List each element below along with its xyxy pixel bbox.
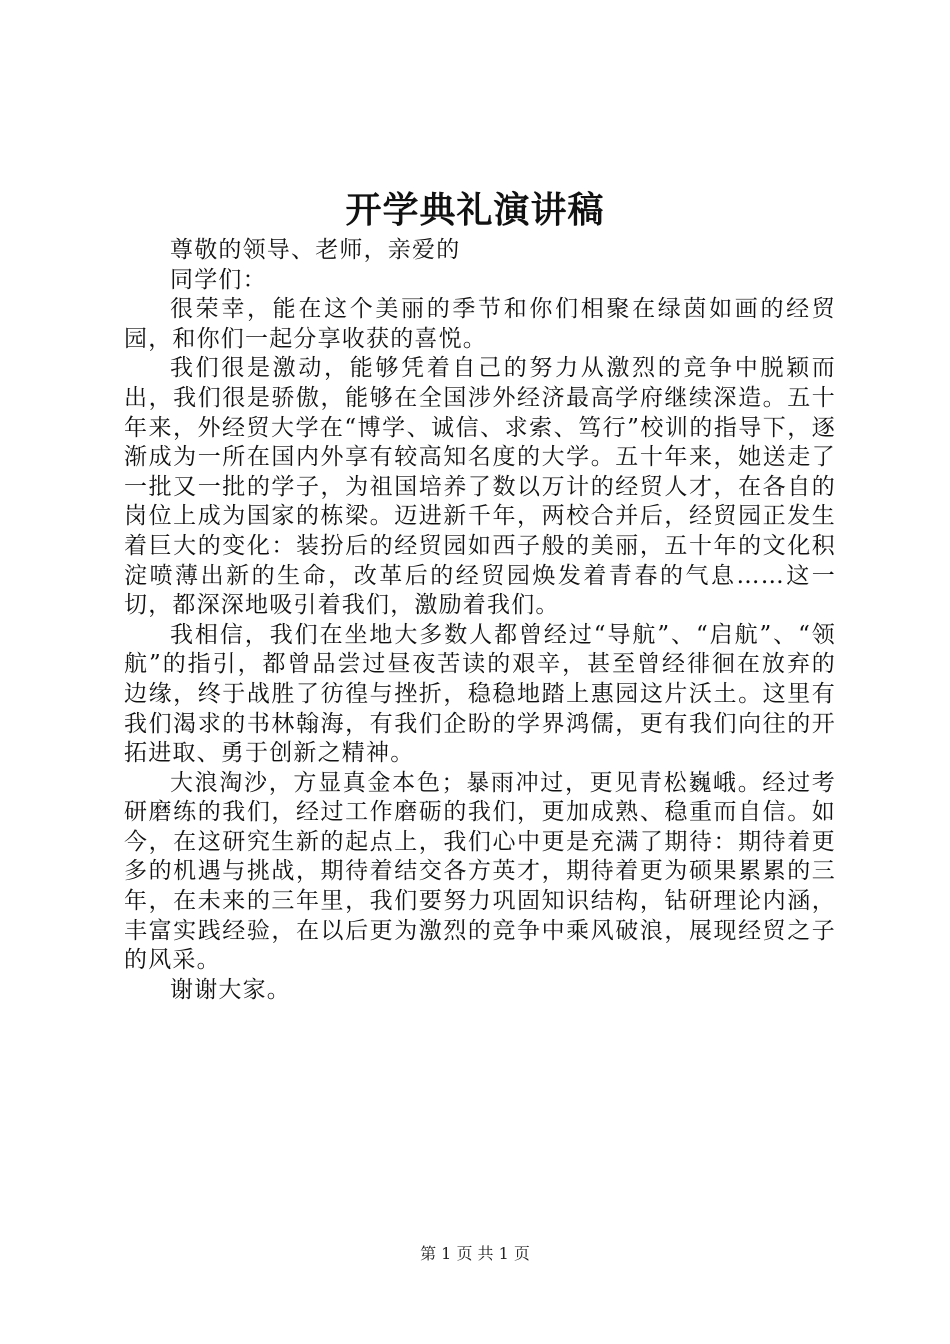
greeting-line-1: 尊敬的领导、老师，亲爱的	[170, 237, 461, 263]
greeting-line-2: 同学们：	[170, 266, 267, 293]
paragraph-3: 我相信，我们在坐地大多数人都曾经过“导航”、“启航”、“领航”的指引，都曾品尝过昼夜苦读的艰辛，甚至曾经徘徊在放弃的边缘，终于战胜了彷徨与挫折，稳稳地踏上惠园这片沃土。这里有我们渴求的书林翰海，有我们企盼的学界鸿儒，更有我们向往的开拓进取、勇于创新之精神。	[124, 621, 836, 767]
document-body	[124, 236, 836, 1005]
paragraph-4: 大浪淘沙，方显真金本色；暴雨冲过，更见青松巍峨。经过考研磨练的我们，经过工作磨砺的我们，更加成熟、稳重而自信。如今，在这研究生新的起点上，我们心中更是充满了期待：期待着更多的机遇与挑战，期待着结交各方英才，期待着更为硕果累累的三年，在未来的三年里，我们要努力巩固知识结构，钻研理论内涵，丰富实践经验，在以后更为激烈的竞争中乘风破浪，展现经贸之子的风采。	[124, 769, 836, 974]
document-title: 开学典礼演讲稿	[345, 189, 605, 231]
paragraph-2: 我们很是激动，能够凭着自己的努力从激烈的竞争中脱颖而出，我们很是骄傲，能够在全国涉外经济最高学府继续深造。五十年来，外经贸大学在“博学、诚信、求索、笃行”校训的指导下，逐渐成为一所在国内外享有较高知名度的大学。五十年来，她送走了一批又一批的学子，为祖国培养了数以万计的经贸人才，在各自的岗位上成为国家的栋梁。迈进新千年，两校合并后，经贸园正发生着巨大的变化：装扮后的经贸园如西子般的美丽，五十年的文化积淀喷薄出新的生命，改革后的经贸园焕发着青春的气息……这一切，都深深地吸引着我们，激励着我们。	[124, 355, 836, 619]
paragraph-1: 很荣幸，能在这个美丽的季节和你们相聚在绿茵如画的经贸园，和你们一起分享收获的喜悦。	[124, 296, 836, 352]
closing-line: 谢谢大家。	[170, 976, 291, 1003]
page-footer: 第 1 页 共 1 页	[420, 1244, 530, 1263]
